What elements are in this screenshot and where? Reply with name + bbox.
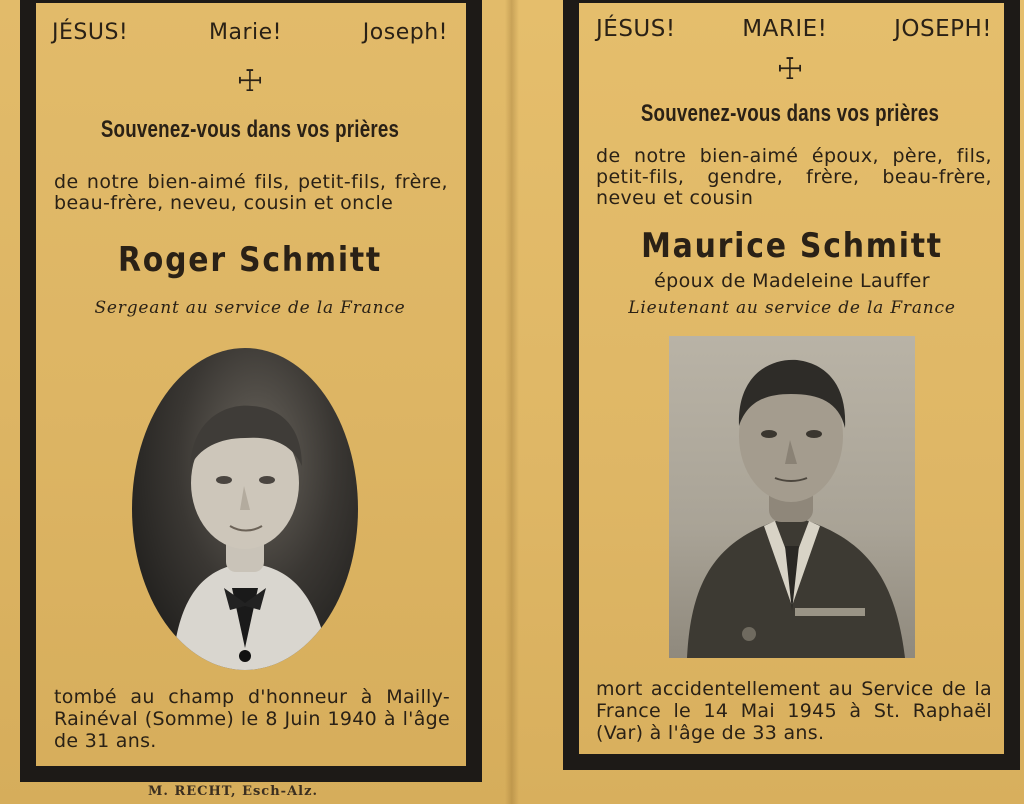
- right-prayer-heading: Souvenez-vous dans vos prières: [640, 100, 940, 127]
- left-rank-text: Sergeant au service de la France: [94, 298, 406, 318]
- right-card-holy-names: [596, 16, 992, 42]
- card-fold: [505, 0, 519, 804]
- right-spouse-text: époux de Madeleine Lauffer: [654, 270, 930, 292]
- left-card-border-top: [36, 0, 466, 3]
- right-card-border-left: [563, 0, 579, 770]
- left-portrait-figure: [132, 348, 358, 670]
- right-card-border-right: [1004, 0, 1020, 770]
- left-intro-text: de notre bien-aimé fils, petit-fils, frère, beau-frère, neveu, cousin et oncle: [54, 171, 448, 214]
- left-card-border-bottom: [20, 766, 482, 782]
- right-holy-name-joseph: JOSEPH!: [894, 16, 992, 42]
- left-holy-name-jesus: JÉSUS!: [52, 20, 129, 45]
- left-card-border-left: [20, 0, 36, 782]
- left-portrait-photo: [132, 348, 358, 670]
- right-card-border-bottom: [563, 754, 1020, 770]
- printer-credit: M. RECHT, Esch-Alz.: [148, 784, 319, 799]
- right-portrait-figure: [669, 336, 915, 658]
- right-holy-name-marie: MARIE!: [742, 16, 828, 42]
- right-death-details: mort accidentellement au Service de la France le 14 Mai 1945 à St. Raphaël (Var) à l'âge de 33 ans.: [596, 678, 992, 744]
- left-card-holy-names: [52, 20, 448, 45]
- left-card-border-right: [466, 0, 482, 782]
- right-portrait-photo: [669, 336, 915, 658]
- left-deceased-name: Roger Schmitt: [117, 240, 382, 280]
- left-holy-name-joseph: Joseph!: [362, 20, 448, 45]
- left-holy-name-marie: Marie!: [209, 20, 283, 45]
- right-card-border-top: [579, 0, 1004, 3]
- left-cross-icon: ☩: [236, 64, 264, 99]
- left-prayer-heading: Souvenez-vous dans vos prières: [100, 116, 400, 143]
- right-intro-text: de notre bien-aimé époux, père, fils, petit-fils, gendre, frère, beau-frère, neveu et cousin: [596, 145, 992, 209]
- left-death-details: tombé au champ d'honneur à Mailly-Rainéval (Somme) le 8 Juin 1940 à l'âge de 31 ans.: [54, 686, 450, 752]
- right-cross-icon: ☩: [776, 52, 804, 87]
- right-deceased-name: Maurice Schmitt: [641, 226, 943, 266]
- right-holy-name-jesus: JÉSUS!: [596, 16, 676, 42]
- right-rank-text: Lieutenant au service de la France: [628, 298, 956, 318]
